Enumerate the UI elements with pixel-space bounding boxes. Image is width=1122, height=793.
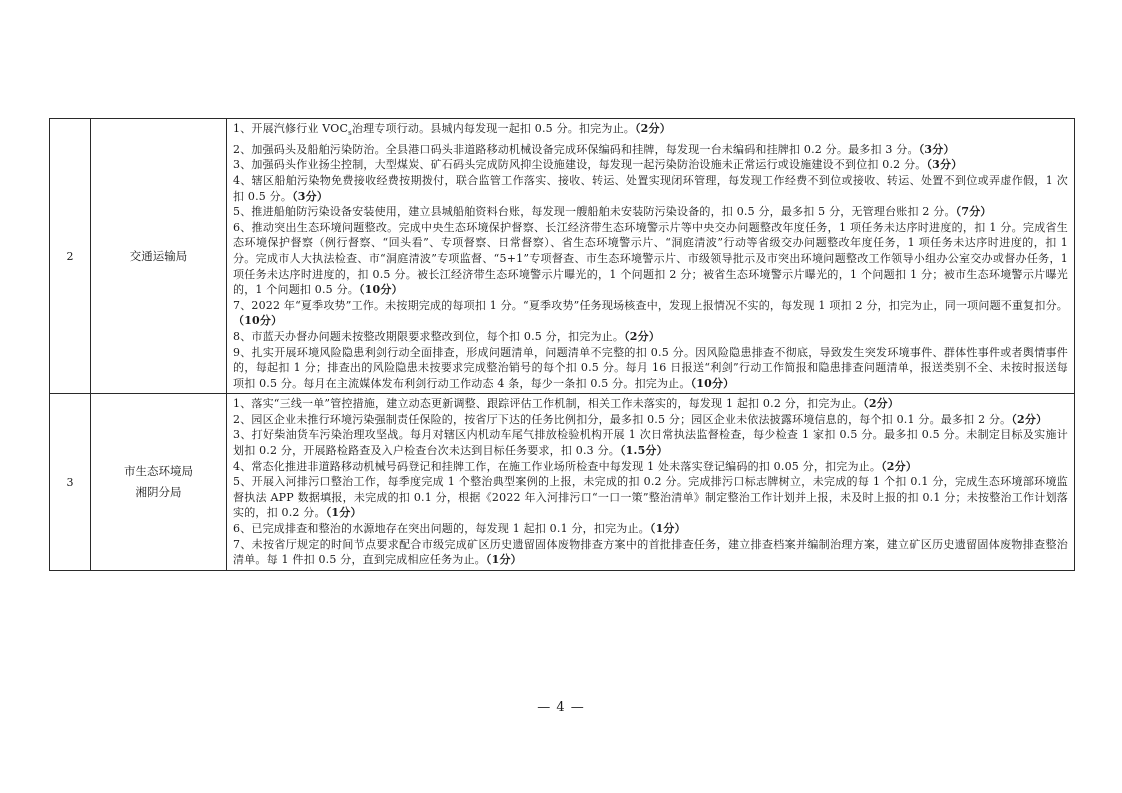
criteria-item [233, 329, 1068, 345]
criteria-text: 9、扎实开展环境风险隐患利剑行动全面排查，形成问题清单，问题清单不完整的扣 0.5 分。因风险隐患排查不彻底，导致发生突发环境事件、群体性事件或者舆情事件的，每起扣 1 分；排查出的风险隐患未按要求完成整治销号的每个扣 0.5 分。每月 16 日报送“利剑”行动工作简报和隐患排查问题清单，报送类别不全、未按时报送每项扣 0.5 分。每月在主流媒体发布利剑行动工作动态 4 条，每少一条扣 0.5 分。扣完为止。 [233, 345, 1068, 390]
criteria-item [233, 204, 1068, 220]
criteria-text: 3、打好柴油货车污染治理攻坚战。每月对辖区内机动车尾气排放检验机构开展 1 次日常执法监督检查，每少检查 1 家扣 0.5 分。最多扣 0.5 分。未制定目标及实施计划扣 0.2 分，开展路检路查及入户检查台次未达到目标任务要求，扣 0.3 分。 [233, 428, 1068, 458]
criteria-points: （2分） [624, 329, 661, 343]
criteria-text: 4、辖区船舶污染物免费接收经费按期拨付，联合监管工作落实、接收、转运、处置实现闭环管理，每发现工作经费不到位或接收、转运、处置不到位或弄虚作假，1 次扣 0.5 分。 [233, 173, 1068, 203]
criteria-points: （3分） [292, 189, 329, 203]
criteria-text: 8、市蓝天办督办问题未按整改期限要求整改到位，每个扣 0.5 分，扣完为止。 [233, 329, 625, 343]
criteria-item [233, 345, 1068, 392]
criteria-text: 4、常态化推进非道路移动机械号码登记和挂牌工作，在施工作业场所检查中每发现 1 处未落实登记编码的扣 0.05 分，扣完为止。 [233, 459, 882, 473]
criteria-points: （1分） [325, 506, 362, 520]
criteria-item [233, 157, 1068, 173]
page-number: — 4 — [537, 700, 585, 715]
criteria-text: 1、落实“三线一单”管控措施，建立动态更新调整、跟踪评估工作机制，相关工作未落实的，每发现 1 起扣 0.2 分，扣完为止。 [233, 397, 864, 411]
criteria-item [233, 298, 1068, 329]
criteria-points: （10分） [690, 376, 735, 390]
criteria-item [233, 412, 1068, 428]
criteria-text: 5、推进船舶防污染设备安装使用，建立县城船舶资料台账，每发现一艘船舶未安装防污染设备的，扣 0.5 分，最多扣 5 分，无管理台账扣 2 分。 [233, 205, 956, 219]
table-row [50, 119, 1075, 394]
criteria-points: （2分） [634, 122, 671, 135]
department-subname: 湘阴分局 [135, 485, 182, 500]
criteria-points: （10分） [233, 314, 283, 328]
criteria-item [233, 521, 1068, 537]
criteria-points: （2分） [863, 397, 900, 411]
criteria-text: 3、加强码头作业扬尘控制，大型煤炭、矿石码头完成防风抑尘设施建设，每发现一起污染防治设施未正常运行或设施建设不到位扣 0.2 分。 [233, 158, 927, 172]
criteria-points: （2分） [881, 459, 918, 473]
criteria-text: 7、未按省厅规定的时间节点要求配合市级完成矿区历史遗留固体废物排查方案中的首批排查任务，建立排查档案并编制治理方案，建立矿区历史遗留固体废物排查整治清单。每 1 件扣 0.5 分，直到完成相应任务为止。 [233, 537, 1068, 567]
assessment-table [49, 118, 1075, 571]
department-name: 市生态环境局 [124, 464, 193, 479]
criteria-points: （3分） [926, 158, 963, 172]
criteria-text: 5、开展入河排污口整治工作，每季度完成 1 个整治典型案例的上报，未完成的扣 0.2 分。完成排污口标志牌树立，未完成的每 1 个扣 0.1 分，完成生态环境部环境监督执法 APP 数据填报，未完成的扣 0.1 分，根据《2022 年入河排污口“一口一策”整治清单》制定整治工作计划并上报，未及时上报的扣 0.1 分；未按整治工作计划落实的，扣 0.2 分。 [233, 475, 1068, 520]
criteria-text: 2、园区企业未推行环境污染强制责任保险的，按省厅下达的任务比例扣分，最多扣 0.5 分；园区企业未依法披露环境信息的，每个扣 0.1 分。最多扣 2 分。 [233, 412, 1012, 426]
criteria-points: （1.5分） [619, 444, 668, 458]
criteria-text: 治理专项行动。县城内每发现一起扣 0.5 分。扣完为止。 [351, 122, 635, 135]
department-name: 交通运输局 [129, 248, 188, 263]
criteria-item [233, 537, 1068, 568]
criteria-points: （7分） [955, 205, 992, 219]
criteria-points: （1分） [649, 522, 686, 536]
criteria-item [233, 396, 1068, 412]
criteria-points: （10分） [358, 283, 403, 297]
criteria-cell [227, 119, 1075, 394]
criteria-text: 6、已完成排查和整治的水源地存在突出问题的，每发现 1 起扣 0.1 分，扣完为止。 [233, 522, 650, 536]
row-number: 2 [50, 119, 91, 394]
criteria-points: （2分） [1011, 412, 1048, 426]
row-number: 3 [50, 394, 91, 571]
criteria-text: 7、2022 年“夏季攻势”工作。未按期完成的每项扣 1 分。“夏季攻势”任务现场核查中，发现上报情况不实的，每发现 1 项扣 2 分，扣完为止，同一项问题不重复扣分。 [233, 298, 1068, 312]
criteria-points: （1分） [485, 553, 522, 567]
department-cell [91, 394, 227, 571]
criteria-item [233, 220, 1068, 298]
criteria-text: 6、推动突出生态环境问题整改。完成中央生态环境保护督察、长江经济带生态环境警示片等中央交办问题整改年度任务，1 项任务未达序时进度的，扣 1 分。完成省生态环境保护督察（例行督察、“回头看”、专项督察、日常督察）、省生态环境警示片、“洞庭清波”行动等省级交办问题整改年度任务，1 项任务未达序时进度的，扣 1 分。完成市人大执法检查、市“洞庭清波”专项监督、“5+1”专项督查、市生态环境警示片、市级领导批示及市突出环境问题整改工作领导小组办公室交办或督办任务，1 项任务未达序时进度的，扣 0.5 分。被长江经济带生态环境警示片曝光的，1 个问题扣 2 分；被省生态环境警示片曝光的，1 个问题扣 1 分；被市生态环境警示片曝光的，1 个问题扣 0.5 分。 [233, 220, 1068, 297]
criteria-item [233, 173, 1068, 204]
criteria-item [233, 121, 1068, 142]
criteria-item [233, 427, 1068, 458]
table-row [50, 394, 1075, 571]
criteria-points: （3分） [918, 142, 955, 156]
department-cell [91, 119, 227, 394]
criteria-cell [227, 394, 1075, 571]
criteria-text: 2、加强码头及船舶污染防治。全县港口码头非道路移动机械设备完成环保编码和挂牌，每发现一台未编码和挂牌扣 0.2 分。最多扣 3 分。 [233, 142, 919, 156]
criteria-subscript: s [348, 129, 352, 138]
criteria-item [233, 142, 1068, 158]
criteria-item [233, 459, 1068, 475]
criteria-text: 1、开展汽修行业 VOC [233, 122, 349, 135]
criteria-item [233, 474, 1068, 521]
